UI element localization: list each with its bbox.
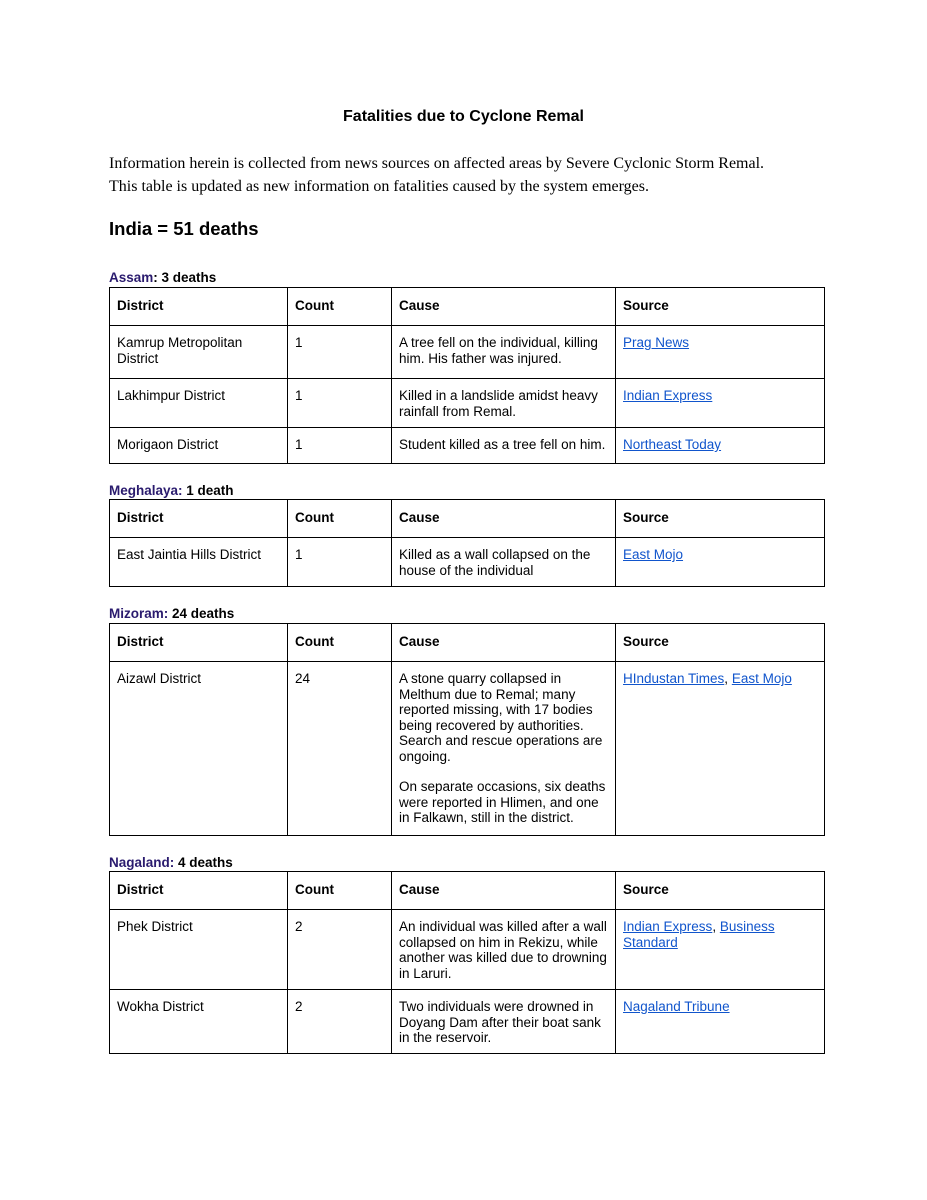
region-heading: [109, 855, 233, 870]
cause-text: Student killed as a tree fell on him.: [399, 437, 606, 452]
region-death-count: : 3 deaths: [153, 270, 217, 285]
table-header-row: [110, 624, 825, 662]
count-cell: 1: [288, 379, 392, 428]
table-header-row: [110, 872, 825, 910]
cause-cell: [392, 662, 616, 836]
source-link[interactable]: East Mojo: [623, 547, 684, 562]
source-link[interactable]: HIndustan Times: [623, 671, 725, 686]
count-cell: 1: [288, 428, 392, 464]
intro-line: This table is updated as new information on fatalities caused by the system emerges.: [109, 178, 650, 195]
fatalities-table: [109, 623, 825, 836]
column-header: Count: [288, 624, 392, 662]
region-heading: [109, 483, 234, 498]
column-header: Source: [616, 500, 825, 538]
cause-cell: [392, 990, 616, 1054]
district-cell: Morigaon District: [110, 428, 288, 464]
table-row: [110, 910, 825, 990]
intro-line: Information herein is collected from news sources on affected areas by Severe Cyclonic Storm Remal.: [109, 155, 765, 172]
count-cell: 1: [288, 326, 392, 379]
column-header: District: [110, 872, 288, 910]
column-header: Cause: [392, 624, 616, 662]
cause-cell: [392, 428, 616, 464]
column-header: District: [110, 624, 288, 662]
cause-cell: [392, 326, 616, 379]
cause-text: Killed in a landslide amidst heavy rainfall from Remal.: [399, 388, 598, 419]
district-cell: Wokha District: [110, 990, 288, 1054]
source-link[interactable]: Prag News: [623, 335, 690, 350]
cause-text: An individual was killed after a wall collapsed on him in Rekizu, while another was killed due to drowning in Laruri.: [399, 919, 607, 981]
source-cell: [616, 538, 825, 587]
cause-cell: [392, 379, 616, 428]
table-row: [110, 428, 825, 464]
source-link[interactable]: Indian Express: [623, 919, 713, 934]
column-header: Cause: [392, 500, 616, 538]
table-header-row: [110, 500, 825, 538]
column-header: District: [110, 500, 288, 538]
region-heading: [109, 606, 234, 621]
cause-text: A stone quarry collapsed in Melthum due to Remal; many reported missing, with 17 bodies being recovered by authorities. Search and rescue operations are ongoing.: [399, 671, 603, 764]
source-cell: [616, 990, 825, 1054]
source-link[interactable]: Indian Express: [623, 388, 713, 403]
page-title: Fatalities due to Cyclone Remal: [343, 108, 584, 125]
source-link[interactable]: Business Standard: [623, 919, 775, 950]
region-name: Nagaland:: [109, 855, 175, 870]
cause-text: Killed as a wall collapsed on the house of the individual: [399, 547, 591, 578]
region-death-count: 1 death: [182, 483, 234, 498]
column-header: District: [110, 288, 288, 326]
count-cell: 1: [288, 538, 392, 587]
cause-cell: [392, 910, 616, 990]
country-heading: India = 51 deaths: [109, 218, 259, 239]
count-cell: 24: [288, 662, 392, 836]
table-row: [110, 990, 825, 1054]
column-header: Count: [288, 500, 392, 538]
source-link[interactable]: East Mojo: [731, 671, 792, 686]
column-header: Cause: [392, 872, 616, 910]
source-cell: [616, 428, 825, 464]
count-cell: 2: [288, 990, 392, 1054]
district-cell: Lakhimpur District: [110, 379, 288, 428]
district-cell: Kamrup Metropolitan District: [110, 326, 288, 379]
table-header-row: [110, 288, 825, 326]
region-death-count: 4 deaths: [174, 855, 233, 870]
district-cell: Phek District: [110, 910, 288, 990]
column-header: Source: [616, 288, 825, 326]
cause-cell: [392, 538, 616, 587]
source-link[interactable]: Northeast Today: [623, 437, 722, 452]
table-row: [110, 379, 825, 428]
district-cell: Aizawl District: [110, 662, 288, 836]
region-heading: [109, 270, 216, 285]
source-link[interactable]: Nagaland Tribune: [623, 999, 730, 1014]
table-row: [110, 326, 825, 379]
fatalities-table: [109, 287, 825, 464]
column-header: Source: [616, 872, 825, 910]
district-cell: East Jaintia Hills District: [110, 538, 288, 587]
fatalities-table: [109, 871, 825, 1054]
count-cell: 2: [288, 910, 392, 990]
intro-paragraph: [109, 152, 829, 198]
table-row: [110, 662, 825, 836]
region-death-count: 24 deaths: [168, 606, 235, 621]
fatalities-table: [109, 499, 825, 587]
table-row: [110, 538, 825, 587]
region-name: Mizoram:: [109, 606, 169, 621]
source-cell: [616, 379, 825, 428]
column-header: Source: [616, 624, 825, 662]
source-cell: HIndustan Times, East Mojo: [616, 662, 825, 836]
cause-text: A tree fell on the individual, killing him. His father was injured.: [399, 335, 598, 366]
region-name: Assam: [109, 270, 154, 285]
cause-text: On separate occasions, six deaths were reported in Hlimen, and one in Falkawn, still in the district.: [399, 779, 606, 825]
column-header: Cause: [392, 288, 616, 326]
cause-text: Two individuals were drowned in Doyang Dam after their boat sank in the reservoir.: [399, 999, 601, 1045]
source-cell: Indian Express, Business Standard: [616, 910, 825, 990]
source-cell: [616, 326, 825, 379]
region-name: Meghalaya:: [109, 483, 183, 498]
column-header: Count: [288, 872, 392, 910]
column-header: Count: [288, 288, 392, 326]
